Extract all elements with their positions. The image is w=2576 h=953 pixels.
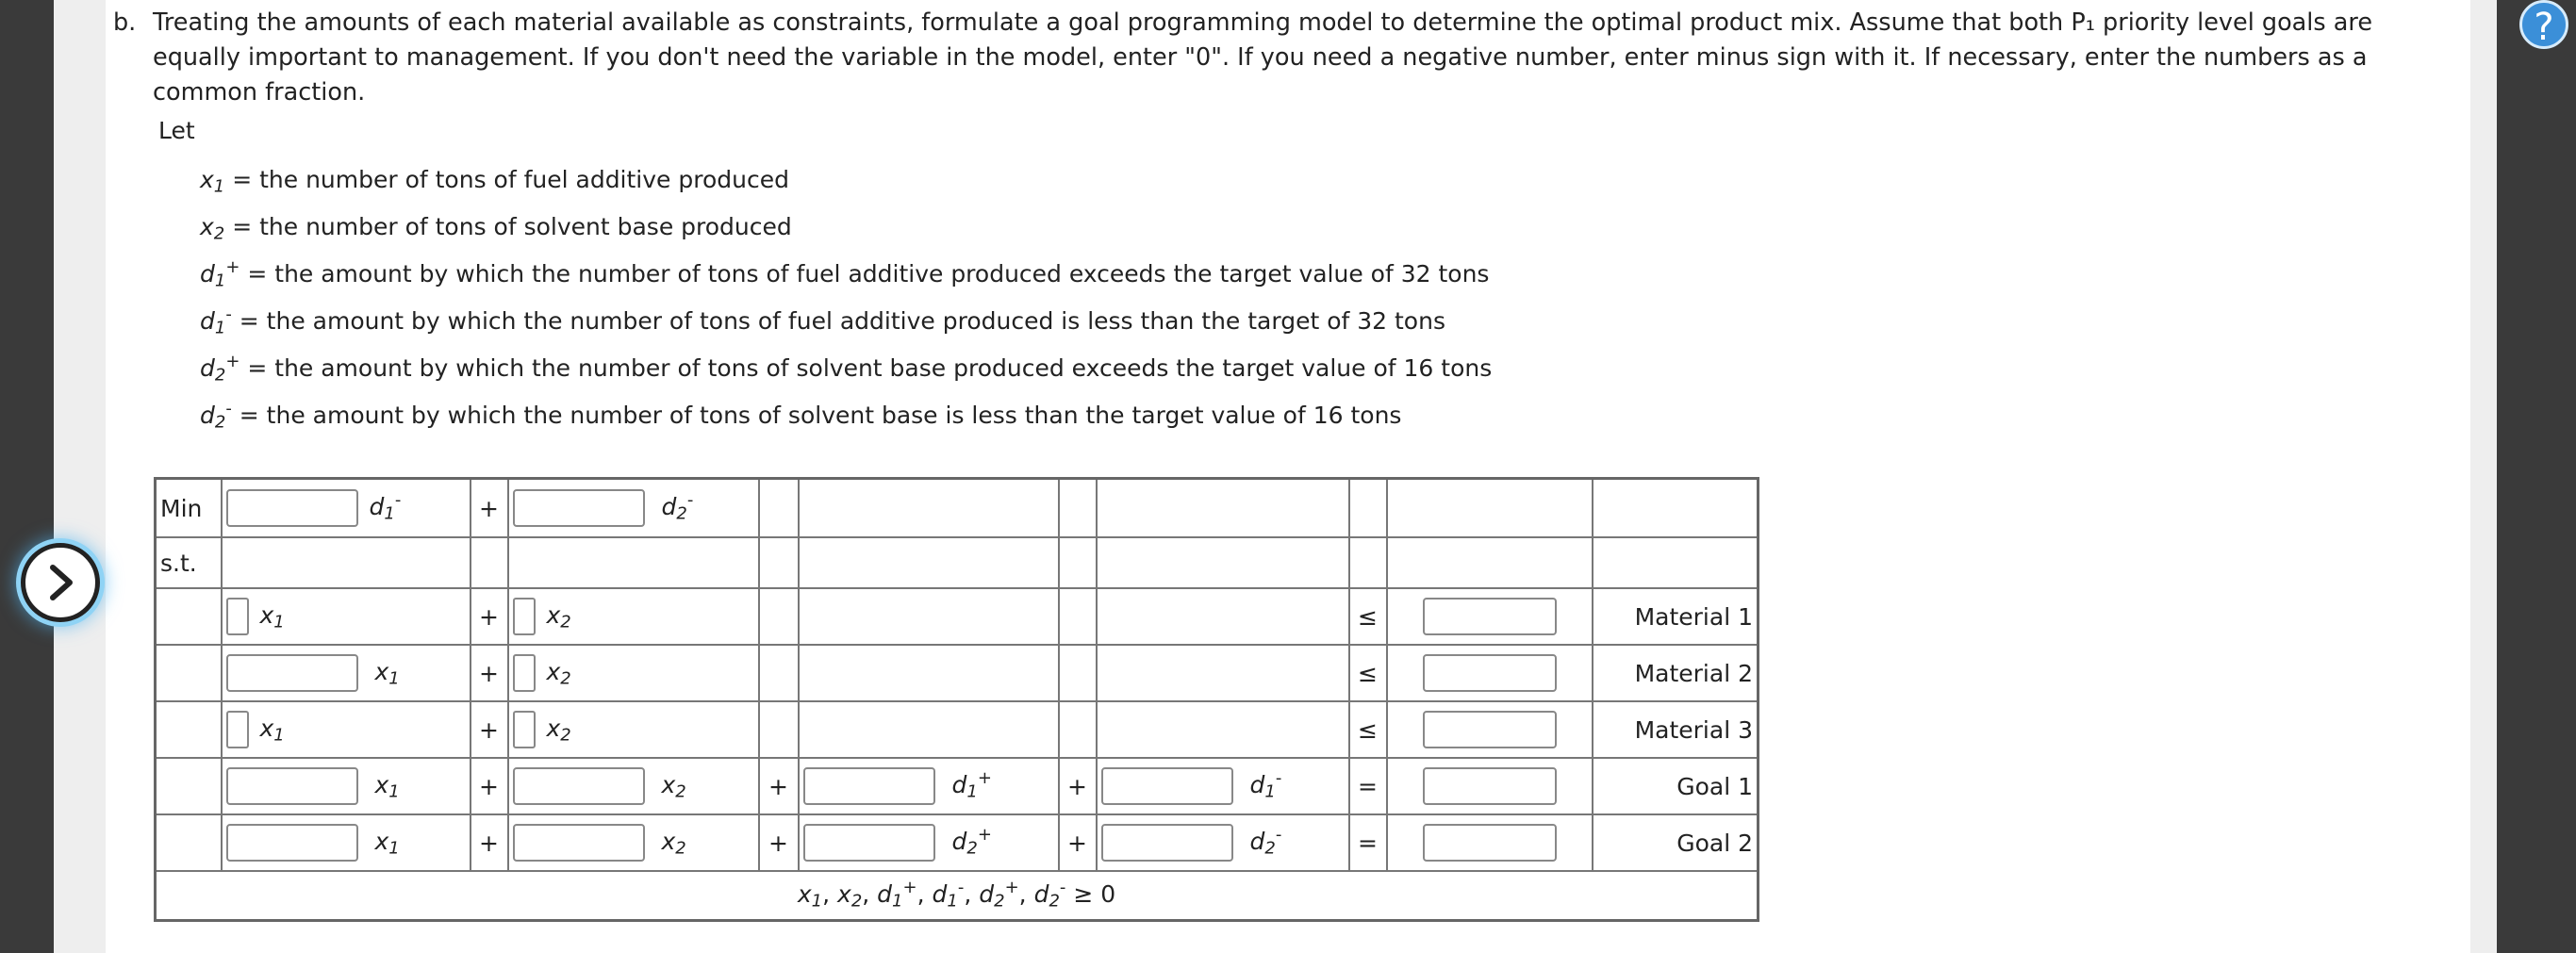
objective-row [156,479,1759,538]
constraint-name: Material 2 [1593,645,1759,701]
material-1-coef-x2-input[interactable] [513,598,536,635]
objective-coef-d2-minus-input[interactable] [513,489,645,527]
question-label: b. [113,8,137,37]
var-label: $x_2$ [546,714,571,746]
goal-2-rhs-input[interactable] [1423,824,1557,862]
constraint-row-material-2 [156,645,1759,701]
definition-x2: $x_2$ = the number of tons of solvent base produced [200,213,792,244]
definition-d2-plus: $d_2^+$ = the amount by which the number of tons of solvent base produced exceeds the target value of 16 tons [200,352,1493,386]
le-operator: ≤ [1349,588,1387,645]
goal-1-coef-x2-input[interactable] [513,767,645,805]
goal-2-coef-x1-input[interactable] [226,824,358,862]
st-label: s.t. [156,537,222,588]
var-label: $d_1^-$ [1249,767,1282,802]
var-label: $d_2^-$ [661,489,694,524]
material-3-rhs-input[interactable] [1423,711,1557,748]
material-1-rhs-input[interactable] [1423,598,1557,635]
var-label: $x_1$ [374,770,400,802]
var-label: $d_1^-$ [369,489,402,524]
goal-1-coef-d1-minus-input[interactable] [1101,767,1233,805]
goal-2-coef-d2-plus-input[interactable] [803,824,935,862]
plus-operator: + [1059,758,1097,814]
right-frame [2497,0,2576,953]
plus-operator: + [471,479,508,538]
plus-operator: + [471,588,508,645]
constraint-name: Goal 2 [1593,814,1759,871]
goal-2-coef-x2-input[interactable] [513,824,645,862]
plus-operator: + [1059,814,1097,871]
var-label: $d_1^+$ [951,767,992,802]
constraint-row-goal-2 [156,814,1759,871]
plus-operator: + [471,758,508,814]
constraint-row-material-1 [156,588,1759,645]
definition-x1: $x_1$ = the number of tons of fuel additive produced [200,166,789,197]
eq-operator: = [1349,758,1387,814]
material-2-rhs-input[interactable] [1423,654,1557,692]
var-label: $x_1$ [259,714,285,746]
goal-programming-model-table [154,477,1759,922]
nonnegativity-row [156,871,1759,921]
right-margin [2470,0,2497,953]
plus-operator: + [471,814,508,871]
plus-operator: + [759,758,799,814]
min-label: Min [156,479,222,538]
le-operator: ≤ [1349,645,1387,701]
nonnegativity-constraint: $x_1$, $x_2$, $d_1^+$, $d_1^-$, $d_2^+$, $d_2^- \ge 0$ [156,871,1759,921]
var-label: $x_1$ [374,657,400,689]
plus-operator: + [471,645,508,701]
var-label: $x_1$ [259,600,285,633]
help-button[interactable]: ? [2519,0,2568,49]
material-2-coef-x1-input[interactable] [226,654,358,692]
var-label: $d_2^+$ [951,824,992,859]
var-label: $d_2^-$ [1249,824,1282,859]
definition-d1-plus: $d_1^+$ = the amount by which the number of tons of fuel additive produced exceeds the target value of 32 tons [200,257,1490,291]
var-label: $x_2$ [546,657,571,689]
constraint-row-goal-1 [156,758,1759,814]
let-label: Let [158,117,195,144]
material-3-coef-x1-input[interactable] [226,711,249,748]
material-3-coef-x2-input[interactable] [513,711,536,748]
st-row [156,537,1759,588]
var-label: $x_1$ [374,827,400,859]
constraint-name: Goal 1 [1593,758,1759,814]
goal-1-coef-d1-plus-input[interactable] [803,767,935,805]
chevron-right-icon [40,562,81,603]
var-label: $x_2$ [661,827,686,859]
next-button[interactable] [21,543,100,622]
plus-operator: + [759,814,799,871]
definition-d1-minus: $d_1^-$ = the amount by which the number of tons of fuel additive produced is less than the target of 32 tons [200,304,1445,338]
question-prompt [113,6,2395,110]
goal-1-rhs-input[interactable] [1423,767,1557,805]
constraint-name: Material 3 [1593,701,1759,758]
objective-coef-d1-minus-input[interactable] [226,489,358,527]
goal-2-coef-d2-minus-input[interactable] [1101,824,1233,862]
var-label: $x_2$ [661,770,686,802]
question-text: Treating the amounts of each material available as constraints, formulate a goal programming model to determine the optimal product mix. Assume that both P₁ priority level goals are equally important to management. If you don't need the variable in the model, enter "0". If you need a negative number, enter minus sign with it. If necessary, enter the numbers as a common fraction. [153,8,2373,107]
constraint-row-material-3 [156,701,1759,758]
eq-operator: = [1349,814,1387,871]
constraint-name: Material 1 [1593,588,1759,645]
var-label: $x_2$ [546,600,571,633]
definition-d2-minus: $d_2^-$ = the amount by which the number of tons of solvent base is less than the target value of 16 tons [200,399,1402,433]
le-operator: ≤ [1349,701,1387,758]
left-frame [0,0,54,953]
material-2-coef-x2-input[interactable] [513,654,536,692]
plus-operator: + [471,701,508,758]
goal-1-coef-x1-input[interactable] [226,767,358,805]
left-margin [54,0,106,953]
material-1-coef-x1-input[interactable] [226,598,249,635]
